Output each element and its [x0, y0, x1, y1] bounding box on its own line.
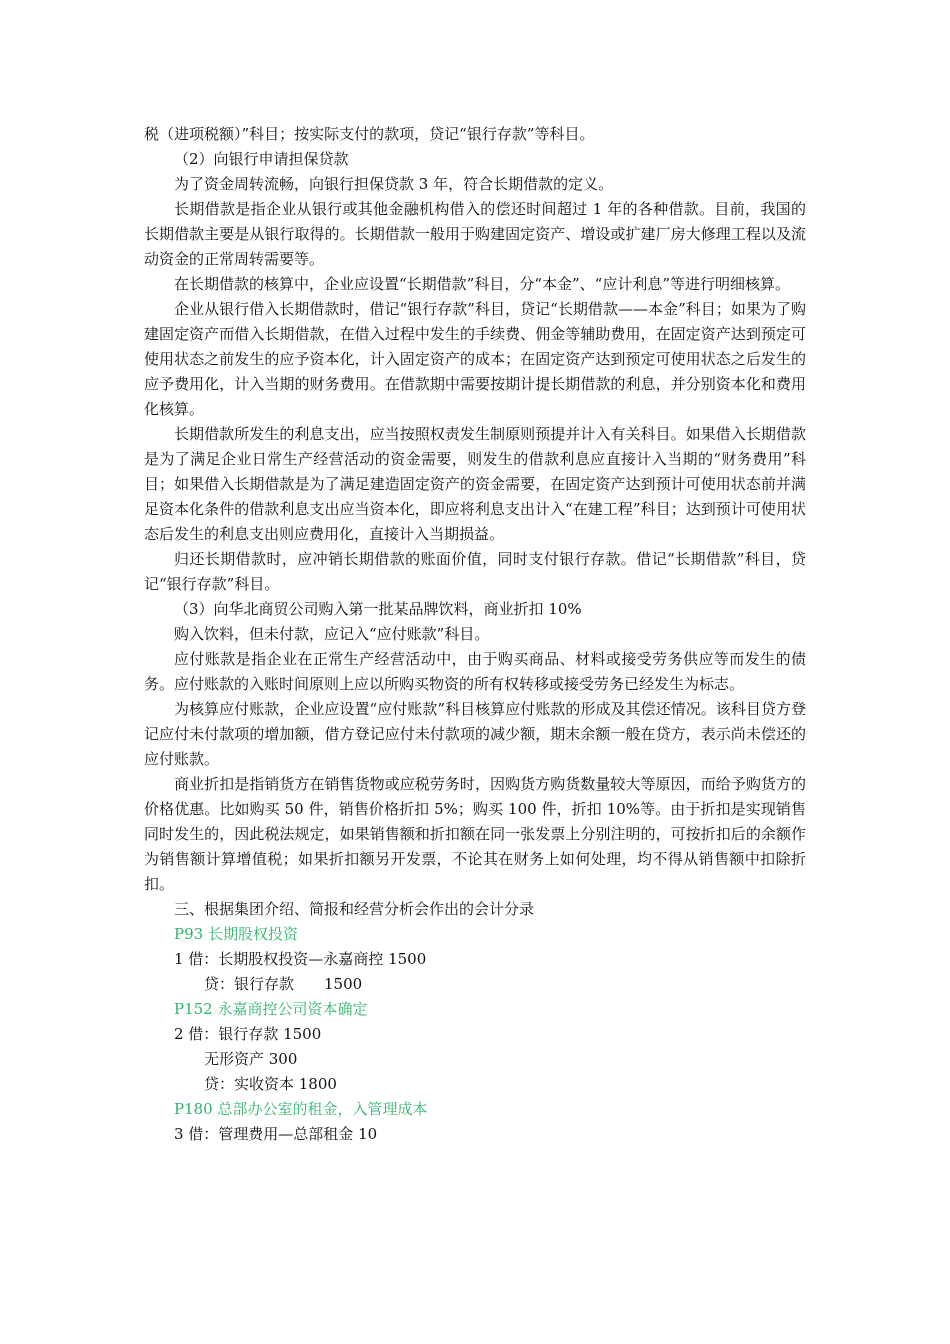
subheading-guarantee-loan: （2）向银行申请担保贷款	[174, 150, 349, 168]
entry-heading-p180: P180 总部办公室的租金，入管理成本	[174, 1100, 428, 1118]
document-page	[144, 122, 806, 1147]
entry-2-credit: 贷：实收资本 1800	[204, 1075, 337, 1093]
paragraph-accounts-payable-accounting: 为核算应付账款，企业应设置“应付账款”科目核算应付账款的形成及其偿还情况。该科目贷方登记应付未付款项的增加额，借方登记应付未付款项的减少额，期末余额一般在贷方，表示尚未偿还的应付账款。	[144, 700, 806, 768]
paragraph-tax-continuation: 税（进项税额）”科目；按实际支付的款项，贷记“银行存款”等科目。	[144, 125, 595, 143]
paragraph-trade-discount: 商业折扣是指销货方在销售货物或应税劳务时，因购货方购货数量较大等原因，而给予购货方的价格优惠。比如购买 50 件，销售价格折扣 5%；购买 100 件，折扣 10%等。由于折扣是实现销售同时发生的，因此税法规定，如果销售额和折扣额在同一张发票上分别注明的，可按折扣后的余额作为销售额计算增值税；如果折扣额另开发票，不论其在财务上如何处理，均不得从销售额中扣除折扣。	[144, 775, 806, 893]
paragraph-accounts-payable-entry: 购入饮料，但未付款，应记入“应付账款”科目。	[174, 625, 490, 643]
entry-3-debit: 3 借：管理费用—总部租金 10	[174, 1125, 378, 1143]
paragraph-interest-expense: 长期借款所发生的利息支出，应当按照权责发生制原则预提并计入有关科目。如果借入长期借款是为了满足企业日常生产经营活动的资金需要，则发生的借款利息应直接计入当期的“财务费用”科目；如果借入长期借款是为了满足建造固定资产的资金需要，在固定资产达到预计可使用状态前并满足资本化条件的借款利息支出应当资本化，即应将利息支出计入“在建工程”科目；达到预计可使用状态后发生的利息支出则应费用化，直接计入当期损益。	[144, 425, 806, 543]
entry-1-credit-label: 贷：银行存款	[204, 975, 295, 993]
paragraph-loan-purpose: 为了资金周转流畅，向银行担保贷款 3 年，符合长期借款的定义。	[174, 175, 614, 193]
entry-heading-p93: P93 长期股权投资	[174, 925, 298, 943]
section-heading-journal-entries: 三、根据集团介绍、简报和经营分析会作出的会计分录	[174, 900, 535, 918]
entry-1-credit	[144, 972, 806, 997]
entry-2-debit-intangible: 无形资产 300	[204, 1050, 298, 1068]
entry-1-credit-amount: 1500	[324, 975, 363, 993]
entry-heading-p152: P152 永嘉商控公司资本确定	[174, 1000, 368, 1018]
paragraph-accounts-payable-definition: 应付账款是指企业在正常生产经营活动中，由于购买商品、材料或接受劳务供应等而发生的债务。应付账款的入账时间原则上应以所购买物资的所有权转移或接受劳务已经发生为标志。	[144, 650, 806, 693]
paragraph-long-term-loan-accounts: 在长期借款的核算中，企业应设置“长期借款”科目，分“本金”、“应计利息”等进行明细核算。	[174, 275, 791, 293]
paragraph-long-term-loan-definition: 长期借款是指企业从银行或其他金融机构借入的偿还时间超过 1 年的各种借款。目前，我国的长期借款主要是从银行取得的。长期借款一般用于购建固定资产、增设或扩建厂房大修理工程以及流动资金的正常周转需要等。	[144, 200, 806, 268]
subheading-purchase-beverages: （3）向华北商贸公司购入第一批某品牌饮料，商业折扣 10%	[174, 600, 582, 618]
paragraph-borrowing-entry: 企业从银行借入长期借款时，借记“银行存款”科目，贷记“长期借款——本金”科目；如果为了购建固定资产而借入长期借款，在借入过程中发生的手续费、佣金等辅助费用，在固定资产达到预定可使用状态之前发生的应予资本化，计入固定资产的成本；在固定资产达到预定可使用状态之后发生的应予费用化，计入当期的财务费用。在借款期中需要按期计提长期借款的利息，并分别资本化和费用化核算。	[144, 300, 806, 418]
entry-1-debit: 1 借：长期股权投资—永嘉商控 1500	[174, 950, 427, 968]
entry-2-debit: 2 借：银行存款 1500	[174, 1025, 322, 1043]
paragraph-repayment: 归还长期借款时，应冲销长期借款的账面价值，同时支付银行存款。借记“长期借款”科目，贷记“银行存款”科目。	[144, 550, 806, 593]
